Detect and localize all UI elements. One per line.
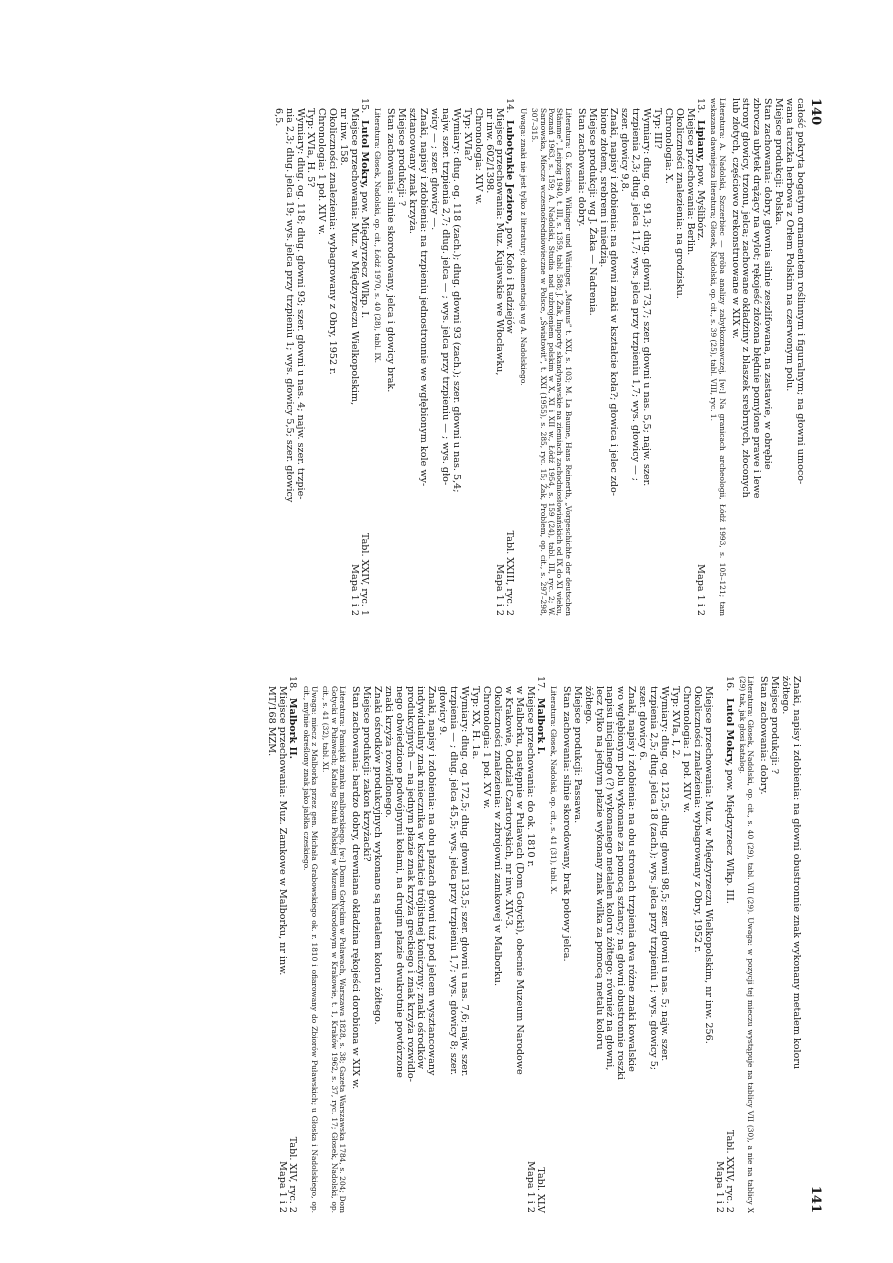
- entry-location: pow. Międzyrzecz Wlkp. III.: [723, 766, 735, 904]
- text-line: 6,5.: [272, 108, 284, 127]
- entry-number: 17.: [534, 676, 546, 692]
- text-line: Stan zachowania: dobry, głownia silnie zeszlifowana, na zastawie, w obrębie: [762, 98, 774, 470]
- text-line: lub złotych, częściowo zrekonstruowane w XIX w.: [729, 98, 741, 339]
- text-line: Znaki, napisy i zdobienia: na głowni znaki w kształcie koła?; głowica i jelec zdo-: [608, 108, 620, 496]
- page-number: 140: [808, 98, 823, 126]
- catalog-entry-17: [301, 676, 545, 1213]
- text-line: w Malborku, następnie w Puławach (Dom Gotycki), obecnie Muzeum Narodowe: [513, 686, 525, 1075]
- page-140: [0, 0, 893, 630]
- entry-number: 13.: [694, 98, 706, 114]
- text-line: nr inw. 602/1398.: [483, 108, 495, 194]
- entry-name: Lutol Mokry,: [359, 120, 371, 189]
- entry-number: 16.: [723, 676, 735, 692]
- text-line: Miejsce przechowania: do ok. 1810 r.: [524, 686, 536, 868]
- text-line: Znaki, napisy i zdobienia: na trzpieniu jednostronnie we wgłębionym kole wy-: [418, 108, 430, 487]
- page-number: 141: [808, 1185, 823, 1213]
- text-line: Okoliczności znalezienia: na grodzisku.: [673, 108, 685, 299]
- literature-note: Literatura: Głosek, Nadolski, op. cit., Łódź 1970, s. 40 (28), tabl. IX.: [373, 108, 383, 363]
- text-line: Miejsce produkcji: zakon krzyżacki?: [360, 686, 372, 862]
- text-line: Znaki, napisy i zdobienia: na głowni obustronnie znak wykonany metalem koloru: [791, 676, 802, 1070]
- text-line: Stan zachowania: dobry.: [575, 108, 587, 227]
- text-line: Miejsce produkcji: ?: [396, 108, 408, 207]
- entry-heading: [535, 676, 546, 1213]
- text-line: indywidualny znak miecznika w kształcie trójlistnej koniczyny; znaki ośrodków: [415, 686, 427, 1070]
- text-line: Okoliczności znalezienia: w zbrojowni zamkowej w Malborku.: [491, 686, 503, 987]
- text-line: nego obwiedzione podwójnymi kołami, na drugim płazie dwukrotnie powtórzone: [393, 686, 405, 1078]
- text-line: Typ: III?: [652, 108, 664, 149]
- text-line: Znaki, napisy i zdobienia: na obu płazach głowni tuż pod jelcem wysztancowany: [426, 686, 438, 1076]
- map-reference: Mapa 1 i 2: [494, 564, 506, 616]
- text-line: Typ: XVIa, I, 2.: [669, 686, 681, 759]
- map-reference: Mapa 1 i 2: [277, 1161, 289, 1213]
- text-line: Okoliczności znalezienia: wybagrowany z Obry, 1952 r.: [327, 108, 339, 375]
- text-line: całość pokryta bogatym ornamentem roślinnym i figuralnym; na głowni umoco-: [795, 98, 806, 485]
- text-line: Stan zachowania: silnie skorodowany, jelca i głowicy brak.: [385, 108, 397, 393]
- map-reference: Mapa 1 i 2: [713, 1161, 725, 1213]
- text-line: trzpienia — ; dług. jelca 45,5; wys. jelca przy trzpieniu 1,7; wys. głowicy 8; szer.: [448, 686, 460, 1076]
- text-line: Chronologia: 1 poł. XIV w.: [680, 686, 692, 813]
- catalog-entry-13: [518, 98, 705, 616]
- text-line: Wymiary: dług. og. 118; dług. głowni 93; szer. głowni u nas. 4; najw. szer. trzpie-: [294, 108, 306, 500]
- literature-note: Literatura: G. Kossina, Wikinger und Wäringer, „Mannus” t. XXI, s. 103; M. La Baume, Hans Reinerth, „Vorgeschichte der deutschen Stämme”, Leipzig 1940, t. III, s. 1359, tabl. 588; J. Żak, Importy skandynawskie na ziemiach zachodniosłowiańskich od IX do XI wieku, Poznań 1963, s. 159; A. Nadolski, Studia nad uzbrojeniem polskim w X, XI i XII w., Łódź 1954, s. 159 (24), tabl. III, ryc. 2; W. Sarnowska, Miecze wczesnośredniowieczne w Polsce, „Światowit”, t. XXI (1955), s. 285, ryc. 15; Żak, Problem, op. cit., s. 297–298, 307–315.: [530, 108, 573, 616]
- text-line: Miejsce przechowania: Muz. Zamkowe w Malborku, nr inw.: [277, 686, 289, 976]
- entry-heading: [504, 98, 515, 616]
- text-line: Znaki, napisy i zdobienia: na obu stronach trzpienia dwa różne znaki kowalskie: [626, 686, 638, 1072]
- plate-reference: Tabl. XXIV, ryc. 2: [723, 1129, 735, 1213]
- text-line: Wymiary: dług. og. 118 (zach.); dług. głowni 93 (zach.); szer. głowni u nas. 5,4;: [450, 108, 462, 493]
- catalog-entry-15: [272, 98, 370, 616]
- text-line: wana tarczka herbowa z Orłem Polskim na czerwonym polu.: [784, 98, 796, 392]
- remark-note: Uwaga: znaki nie jest tylko z literatury; dokumentacja wg A. Nadolskiego.: [518, 108, 528, 386]
- text-line: Chronologia: 1 poł. XIV w.: [316, 108, 328, 235]
- catalog-entry-14: [373, 98, 515, 616]
- entry-heading: [287, 676, 298, 1213]
- text-line: lecz tylko na jednym płazie wykonany znak wilka za pomocą metalu koloru: [593, 686, 605, 1050]
- text-line: Wymiary: dług. og. 123,5; dług. głowni 98,5; szer. głowni u nas. 5; najw. szer.: [659, 686, 671, 1062]
- text-line: głowicy 9.: [437, 686, 449, 736]
- text-line: Miejsce przechowania: Muz. Kujawskie we Włocławku,: [494, 108, 506, 376]
- entry-heading: [359, 98, 370, 616]
- entry-number: 18.: [287, 676, 299, 692]
- entry-heading: [724, 676, 735, 1213]
- entry-name: Lutol Mokry,: [723, 698, 735, 767]
- entry-name: Lipiany,: [694, 120, 706, 162]
- literature-note: Literatura: Pamiątki zamku malborskiego, [w:] Domu Gotyckim w Puławach, Warszawa 1828, s. 38; Gazeta Warszawska 1784, s. 204; Dom Gotycki w Puławach; Katalog Sztuki Polskiej w Muzeum Narodowym w Krakowie, t. 1, Kraków 1962, s. 37, ryc. 17; Głosek, Nadolski, op. cit., s. 41 (32), tabl. XI.: [321, 686, 348, 1213]
- entry-location: pow. Międzyrzecz Wlkp. I.: [359, 188, 371, 319]
- text-line: nia 2,3; dług. jelca 19; wys. jelca przy trzpieniu 1; wys. głowicy 5,5; szer. głowicy: [283, 108, 295, 503]
- text-line: Chronologia: XIV w.: [472, 108, 484, 205]
- text-line: MT/168 MZM.: [266, 686, 278, 757]
- entry-location: pow. Myślibórz.: [694, 161, 706, 241]
- map-reference: Mapa 1 i 2: [694, 564, 706, 616]
- text-line: znaki krzyża rozwidlonego.: [382, 686, 394, 818]
- entry-location: pow. Koło i Radziejów: [504, 224, 516, 334]
- text-line: Miejsce produkcji: ?: [769, 676, 781, 775]
- map-reference: Mapa 1 i 2: [524, 1161, 536, 1213]
- text-line: Chronologia: X.: [663, 108, 675, 184]
- catalog-entry-16: [549, 676, 735, 1213]
- text-line: Okoliczności znalezienia: wybagrowany z Obry, 1952 r.: [691, 686, 703, 953]
- text-line: napisu inicjalnego (?) wykonanego metalem koloru żółtego; również na głowni,: [604, 686, 616, 1071]
- remark-note: Uwaga: miecz z Malborka przez gen. Michała Grabowskiego ok. r. 1810 i ofiarowany do Zbiorów Puławskich; u Głoska i Nadolskiego, op. cit., mylnie określony znak jako jabłka czeskiego.: [301, 686, 319, 1213]
- text-line: Miejsce przechowania: Muz. w Międzyrzeczu Wielkopolskim, nr inw. 256.: [702, 686, 714, 1044]
- text-line: Stan zachowania: silnie skorodowany, brak połowy jelca.: [560, 686, 572, 962]
- text-line: Stan zachowania: dobry.: [758, 676, 770, 795]
- text-line: produkcyjnych — na jednym płazie znak krzyża greckiego i znak krzyża rozwidlo-: [404, 686, 416, 1082]
- plate-reference: Tabl. XXIII, ryc. 2: [504, 530, 516, 616]
- entry-name: Lubotynkie Jezioro,: [504, 120, 516, 225]
- text-line: Wymiary: dług. og. 91,3; dług. głowni 73,7; szer. głowni u nas. 5,5; najw. szer.: [641, 108, 653, 487]
- plate-reference: Tabl. XLV: [534, 1167, 546, 1213]
- text-line: Znaki ośrodków produkcyjnych wykonano są metalem koloru żółtego.: [371, 686, 383, 1025]
- literature-note: Literatura: A. Nadolski, Szczerbiec — próba analizy zabytkoznawczej, [w:] Na granicach archeologii, Łódź 1993, s. 105–121; tam wskazana dawniejsza literatura; Głosek, Nadolski, op. cit., s. 39 (25), tabl. VIII, ryc. 1.: [709, 98, 727, 616]
- literature-note: Literatura: Głosek, Nadolski, op. cit., s. 40 (29), tabl. VII (29). Uwaga: w pozycji tej mieczu wystąpuje na tablicy VII (30), a nie na tablicy X (29) tak, jak głosi katalog.: [737, 676, 756, 1213]
- text-line: Typ: XX, H. 1a.: [470, 686, 482, 760]
- text-line: wo wgłębionym polu wykonane za pomocą sztancy; na głowni obustronnie roszki: [615, 686, 627, 1080]
- text-line: trzpienia 2,5; dług. jelca 18 (zach.); wys. jelca przy trzpieniu 1; wys. głowicy 5;: [648, 686, 660, 1071]
- text-line: w Krakowie, Oddział Czartoryskich, nr inw. XIV-3.: [502, 686, 514, 929]
- map-reference: Mapa 1 i 2: [349, 564, 361, 616]
- text-line: szer. głowicy 9,8.: [619, 108, 631, 192]
- text-line: wicy — ; szer. głowicy —.: [429, 108, 440, 231]
- entry-heading: [695, 98, 706, 616]
- text-line: szer. głowicy 6.: [637, 686, 649, 761]
- entry-number: 15.: [359, 98, 371, 114]
- entry-name: Malbork I.: [534, 698, 546, 755]
- text-line: sztancowany znak krzyża.: [407, 108, 419, 234]
- text-line: Miejsce przechowania: Muz. w Międzyrzeczu Wielkopolskim,: [349, 108, 361, 406]
- text-line: Stan zachowania: bardzo dobry, drewniana okładzina rękojeści dorobiona w XIX w.: [350, 686, 362, 1090]
- text-line: Typ: XVIa, H. 5?: [305, 108, 317, 188]
- text-line: Miejsce przechowania: Berlin.: [684, 108, 696, 256]
- text-line: Chronologia: 1 poł. XV w.: [480, 686, 492, 810]
- text-line: trzpienia 2,3; dług. jelca 11,7; wys. jelca przy trzpieniu 1,7; wys. głowicy — ;: [630, 108, 642, 481]
- catalog-entry-18: [265, 676, 298, 1213]
- literature-note: Literatura: Głosek, Nadolski, op. cit., s. 41 (31), tabl. X.: [548, 686, 558, 895]
- text-line: strony głowicy, trzonu, jelca; zachowane okładziny z blaszek srebrnych, złoconych: [740, 98, 752, 498]
- page-141: [0, 630, 893, 1263]
- text-line: żółtego.: [582, 686, 594, 725]
- entry-name: Malbork II.: [287, 698, 299, 759]
- text-line: najw. szer. trzpienia 2,7; dług. jelca — ; wys. jelca przy trzpieniu — ; wys. gło-: [439, 108, 451, 486]
- text-line: Typ: XVIa?: [461, 108, 473, 161]
- plate-reference: Tabl. XXIV, ryc. 1: [359, 532, 371, 616]
- text-line: Miejsce produkcji: Passawa.: [571, 686, 583, 824]
- text-line: Wymiary: dług. og. 172,5; dług. głowni 133,5; szer. głowni u nas. 7,6; najw. szer.: [459, 686, 471, 1077]
- text-line: nr inw. 158.: [338, 108, 350, 166]
- text-line: bione złotem, srebrem i miedzią.: [597, 108, 609, 268]
- text-line: zbrocza ubytek drążący na wylot; rękojeść złożona błędnie pomylone prawe i lewe: [751, 98, 763, 499]
- text-line: Miejsce produkcji: wg J. Żaka — Nadrenia.: [586, 108, 598, 316]
- text-line: Miejsce produkcji: Polska.: [773, 98, 785, 226]
- text-line: żółtego.: [780, 676, 792, 715]
- plate-reference: Tabl. XIV, ryc. 2: [287, 1136, 299, 1213]
- entry-number: 14.: [504, 98, 516, 114]
